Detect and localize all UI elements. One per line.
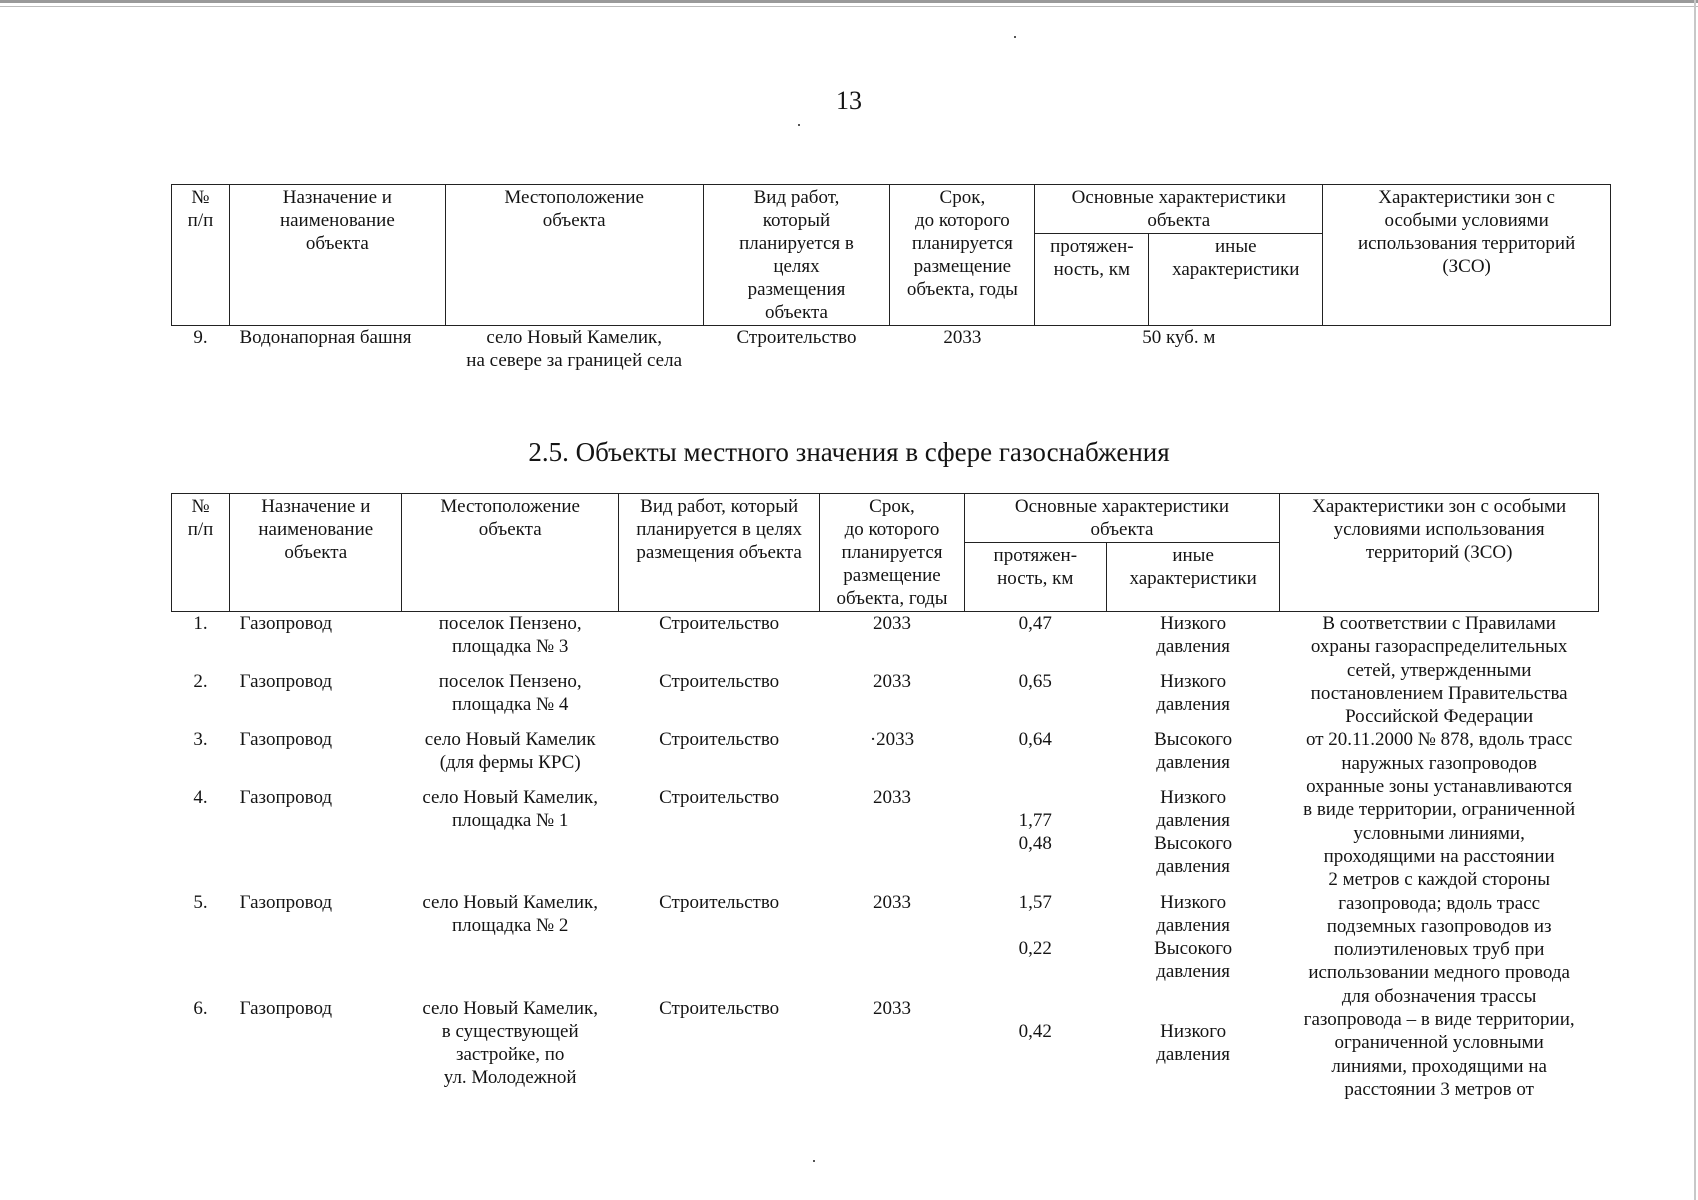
row-other: Низкого давления [1156,671,1231,716]
scan-speck [1014,36,1016,38]
header-zones: Характеристики зон с особыми условиями использования территорий (ЗСО) [1280,494,1599,612]
header-location: Местоположение объекта [402,494,618,612]
row-name: Газопровод [239,613,333,634]
row-length: 0,64 [1018,729,1052,751]
row-num: 5. [193,891,208,913]
row-work-type: Строительство [659,997,780,1019]
header-work-type: Вид работ, который планируется в целях размещения объекта [618,494,819,612]
water-supply-table [171,184,1611,372]
row-other: Низкого давления Высокого давления [1154,891,1233,982]
header-length: протяжен- ность, км [964,543,1106,612]
row-other: Высокого давления [1154,729,1233,774]
row-name: Водонапорная башня [239,327,412,348]
row-other: 50 куб. м [1142,327,1216,348]
page-number: 13 [836,86,862,115]
row-work-type: Строительство [736,327,857,348]
header-other: иные характеристики [1149,234,1323,326]
row-name: Газопровод [239,787,333,809]
header-term: Срок, до которого планируется размещение объекта, годы [820,494,964,612]
row-term: 2033 [943,327,982,348]
header-work-type: Вид работ, который планируется в целях размещения объекта [703,185,890,326]
row-num: 4. [193,787,208,809]
row-name: Газопровод [239,729,333,751]
gas-supply-table [171,493,1599,1101]
row-num: 9. [193,327,208,348]
row-location: село Новый Камелик (для фермы КРС) [424,729,596,774]
section-title: 2.5. Объекты местного значения в сфере газоснабжения [528,437,1170,467]
header-main-characteristics: Основные характеристики объекта [964,494,1280,543]
row-name: Газопровод [239,671,333,693]
scan-edge-right [1694,0,1696,1200]
row-location: село Новый Камелик, на севере за границей села [466,327,683,371]
row-term: 2033 [872,613,911,634]
row-zones [1323,326,1611,373]
header-main-characteristics: Основные характеристики объекта [1035,185,1323,234]
header-name: Назначение и наименование объекта [229,185,445,326]
row-term: 2033 [872,787,911,809]
row-other: Низкого давления [1156,1020,1231,1065]
row-num: 6. [193,997,208,1019]
row-location: поселок Пензено, площадка № 4 [438,671,582,716]
header-num: № п/п [172,185,230,326]
row-length: 0,47 [1018,613,1052,634]
zones-description: В соответствии с Правилами охраны газораспределительных сетей, утвержденными постановлением Правительства Российской Федерации от 20.11.2000 № 878, вдоль трасс наружных газопроводов охранные зоны устанавливаются в виде территории, ограниченной условными линиями, проходящими на расстоянии 2 метров с каждой стороны газопровода; вдоль трасс подземных газопроводов из полиэтиленовых труб при использовании медного провода для обозначения трассы газопровода – в виде территории, ограниченной условными линиями, проходящими на расстоянии 3 метров от [1303,613,1576,1100]
row-name: Газопровод [239,997,333,1019]
table-row [172,326,1611,373]
row-work-type: Строительство [659,787,780,809]
row-num: 1. [193,613,208,634]
row-location: село Новый Камелик, площадка № 2 [422,891,599,936]
row-other: Низкого давления [1156,613,1231,657]
header-length: протяжен- ность, км [1035,234,1149,326]
scan-speck [798,124,800,126]
row-other: Низкого давления Высокого давления [1154,787,1233,878]
header-name: Назначение и наименование объекта [230,494,402,612]
row-work-type: Строительство [659,891,780,913]
row-num: 3. [193,729,208,751]
row-length: 1,77 0,48 [1018,810,1052,855]
row-length: 0,42 [1018,1020,1052,1042]
table-row [172,612,1599,665]
header-location: Местоположение объекта [445,185,703,326]
row-location: село Новый Камелик, в существующей застройке, по ул. Молодежной [422,997,599,1088]
row-length: 1,57 0,22 [1018,891,1052,959]
row-name: Газопровод [239,891,333,913]
header-term: Срок, до которого планируется размещение объекта, годы [890,185,1035,326]
scan-edge-line [0,6,1698,7]
header-zones: Характеристики зон с особыми условиями использования территорий (ЗСО) [1323,185,1611,326]
header-num: № п/п [172,494,230,612]
scan-edge-top [0,0,1698,3]
row-location: поселок Пензено, площадка № 3 [438,613,582,657]
row-term: ·2033 [869,729,915,751]
row-work-type: Строительство [659,671,780,693]
row-term: 2033 [872,671,911,693]
row-location: село Новый Камелик, площадка № 1 [422,787,599,832]
row-num: 2. [193,671,208,693]
row-term: 2033 [872,891,911,913]
header-other: иные характеристики [1106,543,1279,612]
row-length: 0,65 [1018,671,1052,693]
row-work-type: Строительство [659,729,780,751]
scan-speck [813,1160,815,1162]
row-work-type: Строительство [659,613,780,634]
row-term: 2033 [872,997,911,1019]
